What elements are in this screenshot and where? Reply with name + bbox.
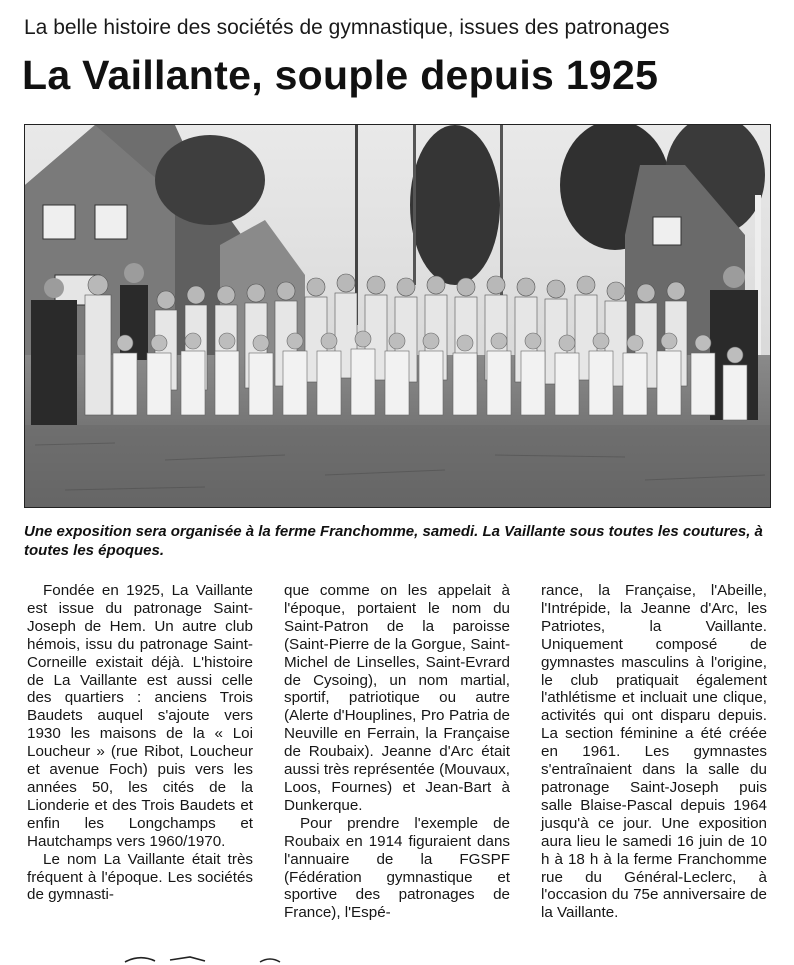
article-column-1 bbox=[27, 582, 253, 904]
paragraph: Pour prendre l'exemple de Roubaix en 1914 figuraient dans l'annuaire de la FGSPF (Fédération gymnastique et sportive des patronages de France), l'Espé- bbox=[284, 814, 510, 922]
paragraph: rance, la Française, l'Abeille, l'Intrépide, la Jeanne d'Arc, les Patriotes, la Vaillante. Uniquement composé de gymnastes masculins à l'origine, le club pratiquait également l'athlétisme et incluait une clique, activités qui ont disparu depuis. La section féminine a été créée en 1961. Les gymnastes s'entraînaient dans la salle du patronage Saint-Joseph puis salle Blaise-Pascal depuis 1964 jusqu'à ce jour. Une exposition aura lieu le samedi 16 juin de 10 h à 18 h à la ferme Franchomme rue du Général-Leclerc, à l'occasion du 75e anniversaire de la Vaillante. bbox=[541, 582, 767, 922]
group-photo bbox=[24, 124, 771, 508]
paragraph: que comme on les appelait à l'époque, portaient le nom du Saint-Patron de la paroisse (Saint-Pierre de la Gorgue, Saint-Michel de Linselles, Saint-Evrard de Cysoing), un nom martial, sportif, patriotique ou autre (Alerte d'Houplines, Pro Patria de Neuville en Ferrain, la Française de Roubaix). Jeanne d'Arc était aussi très représentée (Mouvaux, Loos, Fournes) et Jean-Bart à Dunkerque. bbox=[284, 582, 510, 814]
article-headline: La Vaillante, souple depuis 1925 bbox=[22, 52, 659, 98]
handwritten-mark bbox=[120, 952, 440, 965]
article-kicker: La belle histoire des sociétés de gymnastique, issues des patronages bbox=[24, 16, 670, 39]
photo-caption: Une exposition sera organisée à la ferme Franchomme, samedi. La Vaillante sous toutes les coutures, à toutes les époques. bbox=[24, 523, 763, 559]
paragraph: Fondée en 1925, La Vaillante est issue du patronage Saint-Joseph de Hem. Un autre club hémois, issu du patronage Saint-Corneille existait déjà. L'histoire de La Vaillante est aussi celle des quartiers : anciens Trois Baudets auquel s'ajoute vers 1930 les maisons de la « Loi Loucheur » (rue Ribot, Loucheur et avenue Foch) puis vers les années 50, les cités de la Lionderie et des Trois Baudets et enfin les Longchamps et Hautchamps vers 1960/1970. bbox=[27, 582, 253, 850]
article-column-2 bbox=[284, 582, 510, 922]
article-column-3 bbox=[541, 582, 767, 922]
paragraph: Le nom La Vaillante était très fréquent à l'époque. Les sociétés de gymnasti- bbox=[27, 850, 253, 904]
